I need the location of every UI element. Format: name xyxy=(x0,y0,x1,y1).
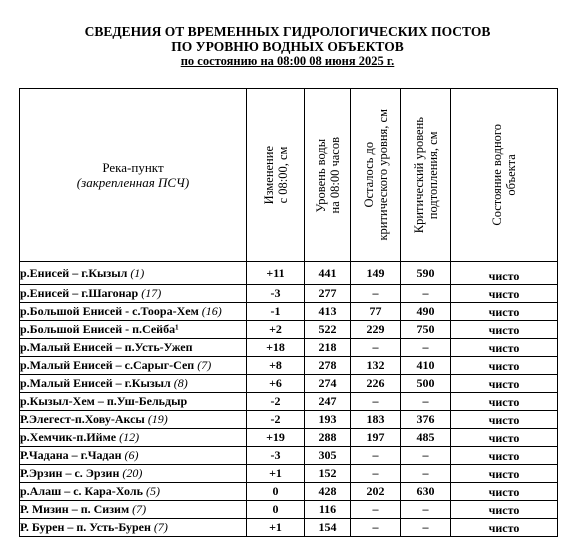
change-cell: +6 xyxy=(247,375,305,393)
column-header-remaining: Осталось до критического уровня, см xyxy=(351,89,401,262)
state-cell: чисто xyxy=(451,339,558,357)
table-row xyxy=(20,375,558,393)
critical-cell: – xyxy=(401,519,451,537)
river-point-name: Р.Чадана – г.Чадан xyxy=(20,448,125,462)
river-point-cell xyxy=(20,303,247,321)
change-cell: +1 xyxy=(247,519,305,537)
critical-cell: 750 xyxy=(401,321,451,339)
change-cell: -3 xyxy=(247,447,305,465)
table-row xyxy=(20,303,558,321)
remaining-cell: 229 xyxy=(351,321,401,339)
table-row xyxy=(20,501,558,519)
table-body xyxy=(20,262,558,537)
change-cell: +18 xyxy=(247,339,305,357)
level-cell: 247 xyxy=(305,393,351,411)
river-point-name: Р. Мизин – п. Сизим xyxy=(20,502,133,516)
river-point-cell xyxy=(20,357,247,375)
river-point-name: р.Алаш – с. Кара-Холь xyxy=(20,484,146,498)
state-cell: чисто xyxy=(451,411,558,429)
state-cell: чисто xyxy=(451,375,558,393)
table-row xyxy=(20,339,558,357)
remaining-cell: 197 xyxy=(351,429,401,447)
table-row xyxy=(20,411,558,429)
critical-cell: 630 xyxy=(401,483,451,501)
column-header-critical: Критический уровень подтопления, см xyxy=(401,89,451,262)
level-cell: 152 xyxy=(305,465,351,483)
critical-cell: – xyxy=(401,339,451,357)
psch-number: (7) xyxy=(132,502,147,516)
change-cell: +11 xyxy=(247,262,305,285)
remaining-cell: – xyxy=(351,501,401,519)
remaining-cell: 183 xyxy=(351,411,401,429)
level-cell: 441 xyxy=(305,262,351,285)
remaining-cell: – xyxy=(351,447,401,465)
river-point-cell xyxy=(20,411,247,429)
report-header xyxy=(0,24,575,69)
state-cell: чисто xyxy=(451,262,558,285)
column-header-river xyxy=(20,89,247,262)
report-title-line1: СВЕДЕНИЯ ОТ ВРЕМЕННЫХ ГИДРОЛОГИЧЕСКИХ ПОСТОВ xyxy=(84,24,491,39)
level-cell: 288 xyxy=(305,429,351,447)
level-cell: 278 xyxy=(305,357,351,375)
remaining-cell: – xyxy=(351,465,401,483)
state-cell: чисто xyxy=(451,465,558,483)
level-cell: 193 xyxy=(305,411,351,429)
level-cell: 428 xyxy=(305,483,351,501)
column-header-river-sub: (закрепленная ПСЧ) xyxy=(76,175,190,190)
psch-number: (17) xyxy=(141,286,162,300)
psch-number: (7) xyxy=(153,520,168,534)
river-point-name: Р. Бурен – п. Усть-Бурен xyxy=(20,520,154,534)
psch-number: (7) xyxy=(197,358,212,372)
remaining-cell: 202 xyxy=(351,483,401,501)
level-cell: 218 xyxy=(305,339,351,357)
level-cell: 154 xyxy=(305,519,351,537)
critical-cell: – xyxy=(401,465,451,483)
state-cell: чисто xyxy=(451,285,558,303)
critical-cell: 376 xyxy=(401,411,451,429)
psch-number: (19) xyxy=(147,412,168,426)
river-point-name: р.Малый Енисей – г.Кызыл xyxy=(20,376,174,390)
column-header-level: Уровень воды на 08:00 часов xyxy=(305,89,351,262)
level-cell: 277 xyxy=(305,285,351,303)
change-cell: -1 xyxy=(247,303,305,321)
level-cell: 522 xyxy=(305,321,351,339)
report-title-line2: ПО УРОВНЮ ВОДНЫХ ОБЪЕКТОВ xyxy=(171,39,404,54)
critical-cell: 500 xyxy=(401,375,451,393)
river-point-cell xyxy=(20,321,247,339)
river-point-cell xyxy=(20,447,247,465)
remaining-cell: 77 xyxy=(351,303,401,321)
state-cell: чисто xyxy=(451,447,558,465)
critical-cell: 490 xyxy=(401,303,451,321)
critical-cell: – xyxy=(401,393,451,411)
state-cell: чисто xyxy=(451,321,558,339)
table-row xyxy=(20,285,558,303)
column-header-river-title: Река-пункт xyxy=(102,160,164,175)
river-point-name: р.Малый Енисей – с.Сарыг-Сеп xyxy=(20,358,198,372)
change-cell: 0 xyxy=(247,483,305,501)
state-cell: чисто xyxy=(451,483,558,501)
river-point-name: р.Хемчик-п.Ийме xyxy=(20,430,120,444)
river-point-cell xyxy=(20,465,247,483)
state-cell: чисто xyxy=(451,357,558,375)
critical-cell: – xyxy=(401,447,451,465)
change-cell: -3 xyxy=(247,285,305,303)
river-point-name: р.Малый Енисей – п.Усть-Ужеп xyxy=(20,340,193,354)
river-point-cell xyxy=(20,262,247,285)
remaining-cell: – xyxy=(351,519,401,537)
change-cell: +8 xyxy=(247,357,305,375)
river-point-cell xyxy=(20,483,247,501)
table-row xyxy=(20,321,558,339)
column-header-state: Состояние водного объекта xyxy=(451,89,558,262)
river-point-cell xyxy=(20,285,247,303)
river-point-cell xyxy=(20,429,247,447)
state-cell: чисто xyxy=(451,519,558,537)
state-cell: чисто xyxy=(451,429,558,447)
table-row xyxy=(20,393,558,411)
change-cell: +2 xyxy=(247,321,305,339)
table-row xyxy=(20,447,558,465)
remaining-cell: 149 xyxy=(351,262,401,285)
table-header-row xyxy=(20,89,558,262)
remaining-cell: 226 xyxy=(351,375,401,393)
psch-number: (8) xyxy=(173,376,188,390)
table-row xyxy=(20,357,558,375)
change-cell: +19 xyxy=(247,429,305,447)
river-point-cell xyxy=(20,501,247,519)
psch-number: (6) xyxy=(124,448,139,462)
critical-cell: 590 xyxy=(401,262,451,285)
state-cell: чисто xyxy=(451,501,558,519)
critical-cell: 410 xyxy=(401,357,451,375)
change-cell: -2 xyxy=(247,411,305,429)
change-cell: +1 xyxy=(247,465,305,483)
remaining-cell: – xyxy=(351,285,401,303)
psch-number: (1) xyxy=(130,265,145,280)
remaining-cell: 132 xyxy=(351,357,401,375)
gauge-table xyxy=(19,88,558,537)
table-row xyxy=(20,429,558,447)
change-cell: 0 xyxy=(247,501,305,519)
psch-number: (12) xyxy=(119,430,140,444)
river-point-name: р.Енисей – г.Шагонар xyxy=(20,286,142,300)
table-row xyxy=(20,483,558,501)
psch-number: (16) xyxy=(201,304,222,318)
level-cell: 274 xyxy=(305,375,351,393)
river-point-name: Р.Элегест-п.Хову-Аксы xyxy=(20,412,148,426)
column-header-change: Изменение с 08:00, см xyxy=(247,89,305,262)
state-cell: чисто xyxy=(451,303,558,321)
remaining-cell: – xyxy=(351,393,401,411)
level-cell: 413 xyxy=(305,303,351,321)
river-point-name: р.Большой Енисей - п.Сейба¹ xyxy=(20,322,179,336)
river-point-cell xyxy=(20,393,247,411)
psch-number: (5) xyxy=(145,484,160,498)
critical-cell: – xyxy=(401,285,451,303)
report-date: по состоянию на 08:00 08 июня 2025 г. xyxy=(180,54,395,68)
river-point-cell xyxy=(20,375,247,393)
change-cell: -2 xyxy=(247,393,305,411)
level-cell: 116 xyxy=(305,501,351,519)
river-point-cell xyxy=(20,339,247,357)
river-point-cell xyxy=(20,519,247,537)
table-row xyxy=(20,262,558,285)
river-point-name: Р.Эрзин – с. Эрзин xyxy=(20,466,123,480)
river-point-name: р.Кызыл-Хем – п.Уш-Бельдыр xyxy=(20,394,188,408)
state-cell: чисто xyxy=(451,393,558,411)
remaining-cell: – xyxy=(351,339,401,357)
critical-cell: – xyxy=(401,501,451,519)
table-row xyxy=(20,519,558,537)
table-row xyxy=(20,465,558,483)
psch-number: (20) xyxy=(122,466,143,480)
river-point-name: р.Большой Енисей - с.Тоора-Хем xyxy=(20,304,202,318)
river-point-name: р.Енисей – г.Кызыл xyxy=(20,265,131,280)
critical-cell: 485 xyxy=(401,429,451,447)
level-cell: 305 xyxy=(305,447,351,465)
